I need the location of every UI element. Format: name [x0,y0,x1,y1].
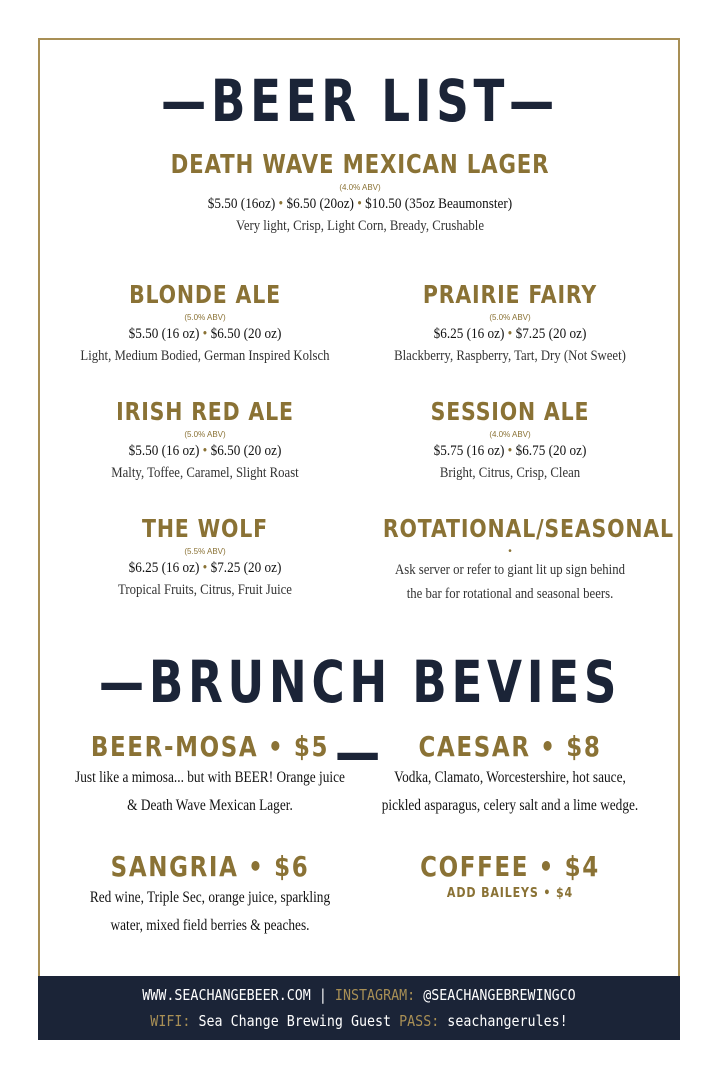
brunch-description: & Death Wave Mexican Lager. [127,797,293,814]
brunch-bevies-title: —BRUNCH BEVIES— [98,648,622,786]
beer-abv: (5.5% ABV) [184,547,226,556]
footer-social-line: WWW.SEACHANGEBEER.COM | INSTAGRAM: @SEACHANGEBREWINGCO [142,986,576,1004]
brunch-name: SANGRIA • $6 [110,850,310,883]
beer-item-rotational-seasonal [355,514,674,606]
coffee-addon: ADD BAILEYS • $4 [446,886,574,901]
footer-wifi-line: WIFI: Sea Change Brewing Guest PASS: seachangerules! [150,1012,568,1030]
beer-item-the-wolf [50,514,360,602]
brunch-name: COFFEE • $4 [420,850,600,883]
beer-name: PRAIRIE FAIRY [422,280,598,309]
beer-description: Ask server or refer to giant lit up sign behind [395,562,625,578]
beer-abv: (4.0% ABV) [339,183,381,192]
beer-name: THE WOLF [142,514,268,543]
beer-abv: (4.0% ABV) [489,430,531,439]
beer-prices: $6.25 (16 oz) • $7.25 (20 oz) [433,326,587,342]
brunch-description: water, mixed field berries & peaches. [110,917,310,934]
beer-name: DEATH WAVE MEXICAN LAGER [170,150,550,180]
wifi-network: Sea Change Brewing Guest [198,1012,392,1030]
beer-prices: $5.50 (16oz) • $6.50 (20oz) • $10.50 (35oz Beaumonster) [207,196,513,212]
beer-name: BLONDE ALE [129,280,281,309]
beer-description: Light, Medium Bodied, German Inspired Kolsch [80,348,330,364]
beer-prices: $5.75 (16 oz) • $6.75 (20 oz) [433,443,587,459]
beer-description: Bright, Citrus, Crisp, Clean [439,465,581,481]
brunch-item-sangria [40,850,380,940]
beer-abv: (5.0% ABV) [489,313,531,322]
beer-abv: (5.0% ABV) [184,430,226,439]
rotational-bullet: • [508,546,512,557]
beer-prices: $6.25 (16 oz) • $7.25 (20 oz) [128,560,282,576]
brunch-description: pickled asparagus, celery salt and a lime wedge. [381,797,639,814]
beer-abv: (5.0% ABV) [184,313,226,322]
instagram-handle[interactable]: @SEACHANGEBREWINGCO [423,986,576,1004]
beer-description: Blackberry, Raspberry, Tart, Dry (Not Sweet) [394,348,626,364]
brunch-name: BEER-MOSA • $5 [90,730,330,763]
beer-item-blonde-ale [50,280,360,368]
brunch-item-caesar [345,730,675,820]
beer-description: Malty, Toffee, Caramel, Slight Roast [111,465,299,481]
featured-beer [60,150,660,238]
beer-description: Very light, Crisp, Light Corn, Bready, Crushable [236,218,484,234]
brunch-name: CAESAR • $8 [418,730,602,763]
beer-name: IRISH RED ALE [116,397,294,426]
brunch-item-beer-mosa [40,730,380,820]
wifi-password: seachangerules! [447,1012,568,1030]
beer-list-title: —BEER LIST— [161,67,559,135]
brunch-item-coffee [345,850,675,904]
beer-item-prairie-fairy [355,280,665,368]
beer-prices: $5.50 (16 oz) • $6.50 (20 oz) [128,443,282,459]
website-link[interactable]: WWW.SEACHANGEBEER.COM [142,986,311,1004]
beer-item-irish-red-ale [50,397,360,485]
footer-bar [38,976,680,1040]
beer-description: Tropical Fruits, Citrus, Fruit Juice [118,582,292,598]
brunch-description: Red wine, Triple Sec, orange juice, sparkling [89,889,331,906]
beer-description: the bar for rotational and seasonal beers. [406,586,614,602]
brunch-description: Just like a mimosa... but with BEER! Orange juice [75,769,345,786]
beer-name: SESSION ALE [430,397,590,426]
brunch-description: Vodka, Clamato, Worcestershire, hot sauce, [394,769,626,786]
beer-name: ROTATIONAL/SEASONAL [382,514,674,543]
beer-prices: $5.50 (16 oz) • $6.50 (20 oz) [128,326,282,342]
beer-item-session-ale [355,397,665,485]
